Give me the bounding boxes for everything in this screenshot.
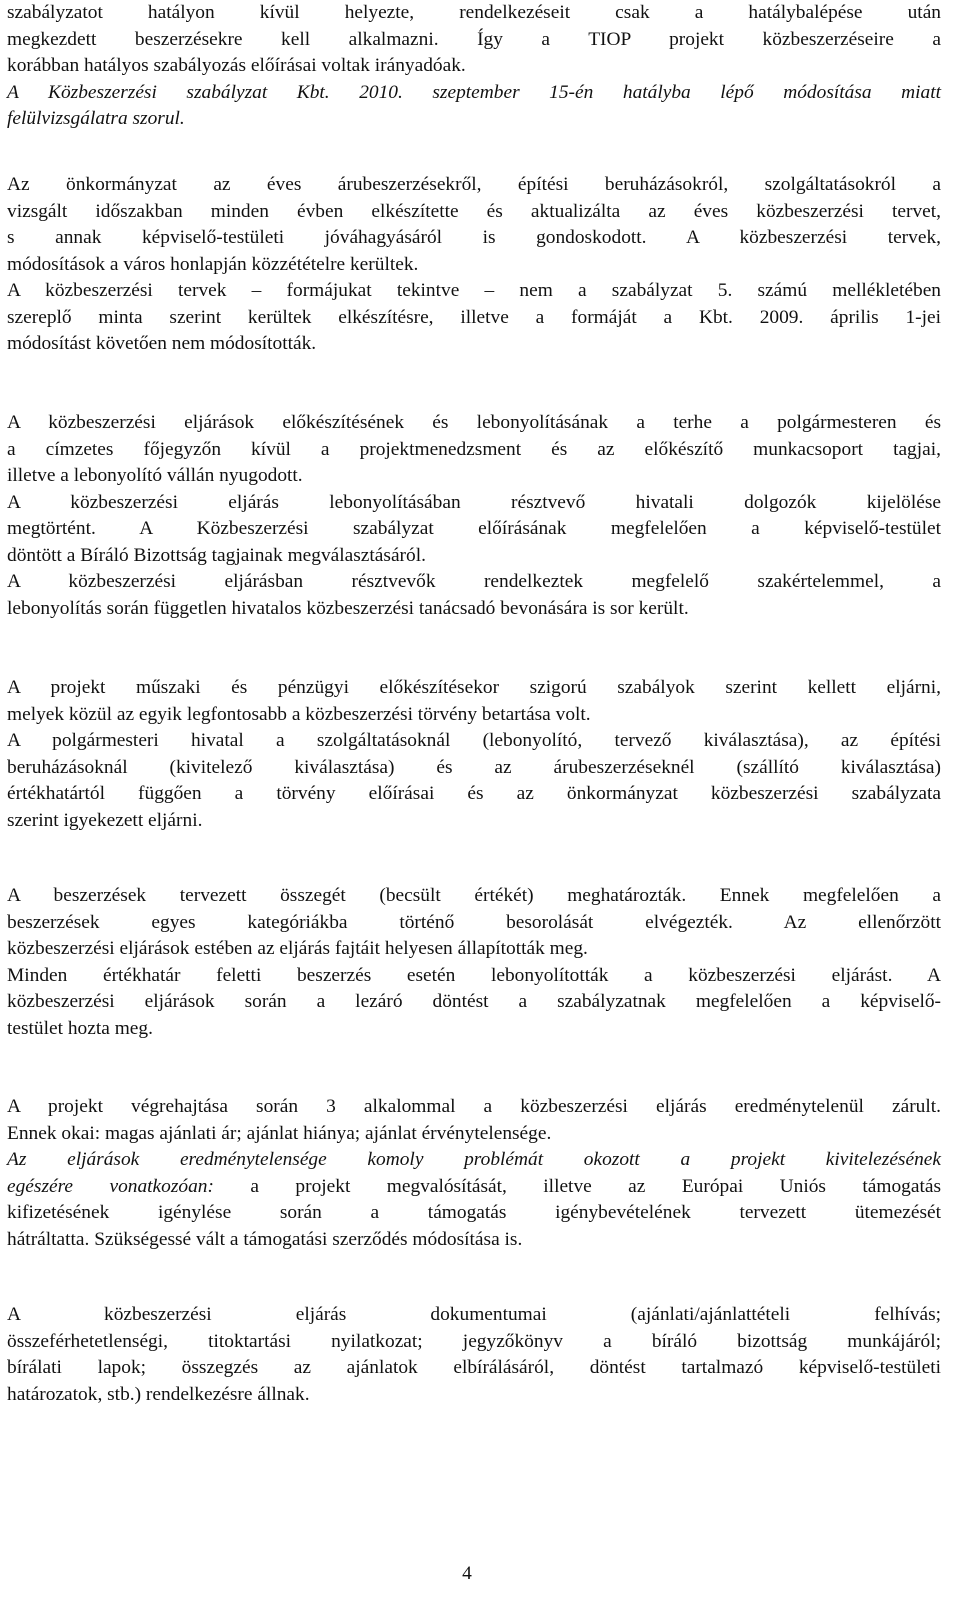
text-line: felülvizsgálatra szorul. [7, 108, 185, 129]
text-line: A közbeszerzési eljárásban résztvevők rendelkeztek megfelelő szakértelemmel, a [7, 571, 941, 592]
text-line [7, 1174, 941, 1201]
text-line: A projekt végrehajtása során 3 alkalommal a közbeszerzési eljárás eredménytelenül zárult. [7, 1096, 941, 1117]
text-line: s annak képviselő-testületi jóváhagyásáról is gondoskodott. A közbeszerzési tervek, [7, 227, 941, 248]
text-line: A Közbeszerzési szabályzat Kbt. 2010. szeptember 15-én hatályba lépő módosítása miatt [7, 81, 941, 103]
page-number: 4 [462, 1563, 472, 1584]
text-line: a címzetes főjegyzőn kívül a projektmenedzsment és az előkészítő munkacsoport tagjai, [7, 438, 941, 460]
paragraph [7, 0, 941, 133]
text-line: határozatok, stb.) rendelkezésre állnak. [7, 1383, 310, 1405]
text-line: Az eljárások eredménytelensége komoly problémát okozott a projekt kivitelezésének [7, 1149, 941, 1170]
text-line: A közbeszerzési tervek – formájukat tekintve – nem a szabályzat 5. számú mellékletében [7, 280, 941, 301]
text-line: módosítások a város honlapján közzétételre kerültek. [7, 253, 419, 275]
paragraph [7, 1094, 941, 1253]
text-line: hátráltatta. Szükségessé vált a támogatási szerződés módosítása is. [7, 1228, 523, 1250]
text-line: szerint igyekezett eljárni. [7, 809, 203, 831]
text-line: illetve a lebonyolító vállán nyugodott. [7, 465, 303, 486]
text-line: közbeszerzési eljárások során a lezáró döntést a szabályzatnak megfelelően a képviselő- [7, 991, 941, 1012]
text-line: megtörtént. A Közbeszerzési szabályzat előírásának megfelelően a képviselő-testület [7, 518, 941, 539]
text-line: összeférhetetlenségi, titoktartási nyilatkozat; jegyzőkönyv a bíráló bizottság munkájáról; [7, 1330, 941, 1352]
text-line: értékhatártól függően a törvény előírásai és az önkormányzat közbeszerzési szabályzata [7, 783, 941, 804]
paragraph [7, 883, 941, 1042]
text-line: A közbeszerzési eljárás lebonyolításában résztvevő hivatali dolgozók kijelölése [7, 491, 941, 513]
paragraph [7, 410, 941, 622]
text-line: A beszerzések tervezett összegét (becsült értékét) meghatározták. Ennek megfelelően a [7, 885, 941, 906]
text-line: A közbeszerzési eljárások előkészítésének és lebonyolításának a terhe a polgármesteren és [7, 412, 941, 433]
text-line: kifizetésének igénylése során a támogatás igénybevételének tervezett ütemezését [7, 1202, 941, 1223]
text-line: Ennek okai: magas ajánlati ár; ajánlat hiánya; ajánlat érvénytelensége. [7, 1122, 552, 1144]
text-line: Az önkormányzat az éves árubeszerzésekről, építési beruházásokról, szolgáltatásokról a [7, 174, 941, 195]
text-line: bírálati lapok; összegzés az ajánlatok elbírálásáról, döntést tartalmazó képviselő-testületi [7, 1357, 941, 1378]
paragraph [7, 1302, 941, 1408]
text-line: megkezdett beszerzésekre kell alkalmazni. Így a TIOP projekt közbeszerzéseire a [7, 28, 941, 50]
text-line: módosítást követően nem módosították. [7, 333, 317, 354]
text-line: vizsgált időszakban minden évben elkészítette és aktualizálta az éves közbeszerzési tervet, [7, 200, 941, 222]
text-line: A projekt műszaki és pénzügyi előkészítésekor szigorú szabályok szerint kellett eljárni, [7, 677, 941, 698]
text-line: Minden értékhatár feletti beszerzés esetén lebonyolították a közbeszerzési eljárást. A [7, 964, 941, 986]
text-line: A közbeszerzési eljárás dokumentumai (ajánlati/ajánlattételi felhívás; [7, 1304, 941, 1325]
line-rest: a projekt megvalósítását, illetve az Európai Uniós támogatás [213, 1175, 942, 1197]
text-line: korábban hatályos szabályozás előírásai voltak irányadóak. [7, 55, 466, 76]
text-line: döntött a Bíráló Bizottság tagjainak megválasztásáról. [7, 544, 426, 566]
text-line: lebonyolítás során független hivatalos közbeszerzési tanácsadó bevonására is sor került. [7, 597, 689, 619]
text-line: közbeszerzési eljárások estében az eljárás fajtáit helyesen állapították meg. [7, 938, 588, 959]
text-line: testület hozta meg. [7, 1017, 153, 1039]
text-line: beszerzések egyes kategóriákba történő besorolását elvégezték. Az ellenőrzött [7, 911, 941, 933]
paragraph [7, 172, 941, 358]
text-line: beruházásoknál (kivitelező kiválasztása) és az árubeszerzéseknél (szállító kiválasztása) [7, 756, 941, 778]
text-line: szereplő minta szerint kerültek elkészítésre, illetve a formáját a Kbt. 2009. április 1-jei [7, 306, 941, 328]
text-line: melyek közül az egyik legfontosabb a közbeszerzési törvény betartása volt. [7, 703, 591, 725]
text-line: szabályzatot hatályon kívül helyezte, rendelkezéseit csak a hatálybalépése után [7, 2, 941, 23]
italic-prefix: egészére vonatkozóan: [7, 1175, 214, 1197]
paragraph [7, 675, 941, 834]
text-line: A polgármesteri hivatal a szolgáltatásoknál (lebonyolító, tervező kiválasztása), az építési [7, 730, 941, 751]
